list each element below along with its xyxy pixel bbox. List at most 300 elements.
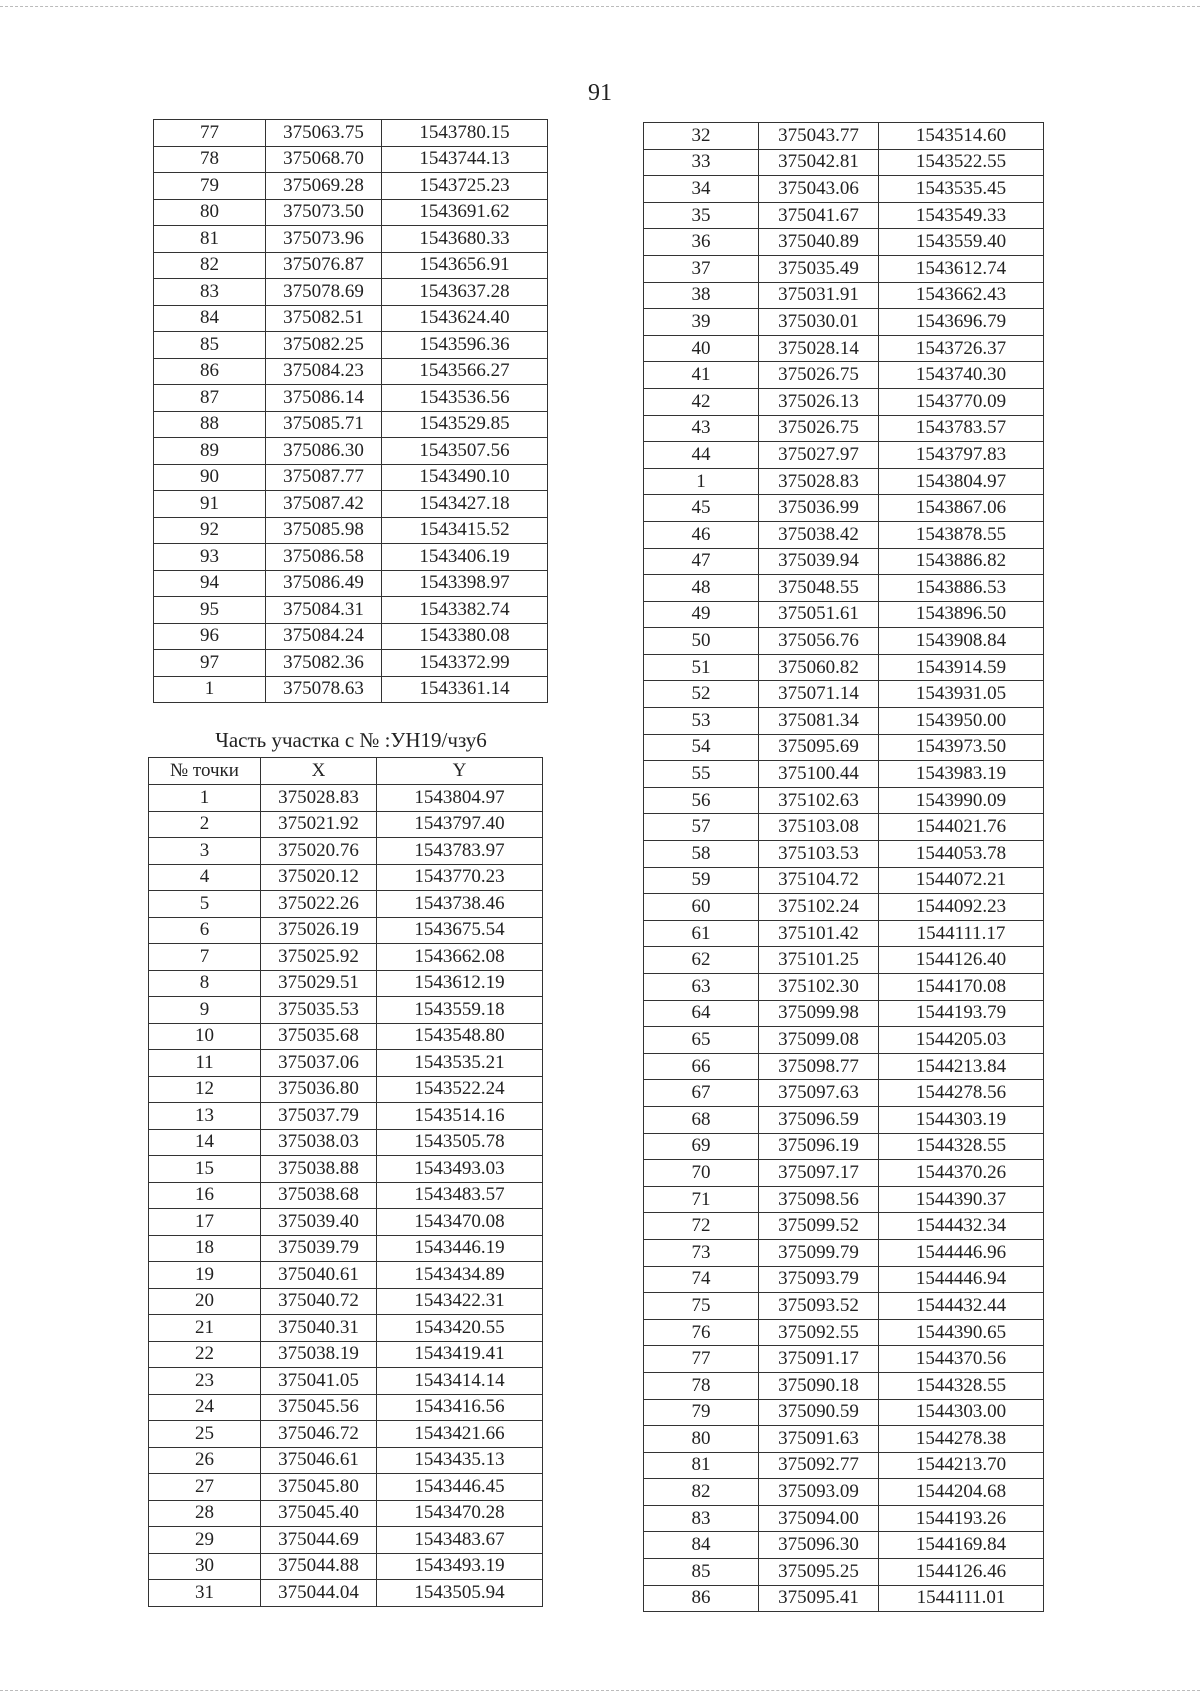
y-coordinate-cell: 1544328.55: [879, 1133, 1044, 1160]
point-number-cell: 91: [154, 491, 266, 518]
x-coordinate-cell: 375044.69: [261, 1527, 377, 1554]
x-coordinate-cell: 375026.75: [759, 415, 879, 442]
table-row: [644, 1585, 1044, 1612]
y-coordinate-cell: 1543559.18: [377, 997, 543, 1024]
point-number-cell: 37: [644, 255, 759, 282]
y-coordinate-cell: 1544072.21: [879, 867, 1044, 894]
x-coordinate-cell: 375084.23: [266, 358, 382, 385]
header-point-number: № точки: [149, 758, 261, 785]
table-row: [644, 654, 1044, 681]
x-coordinate-cell: 375078.69: [266, 279, 382, 306]
x-coordinate-cell: 375090.59: [759, 1399, 879, 1426]
point-number-cell: 15: [149, 1156, 261, 1183]
table-row: [644, 468, 1044, 495]
y-coordinate-cell: 1543990.09: [879, 787, 1044, 814]
y-coordinate-cell: 1543950.00: [879, 708, 1044, 735]
y-coordinate-cell: 1543931.05: [879, 681, 1044, 708]
y-coordinate-cell: 1544390.65: [879, 1319, 1044, 1346]
table-row: [644, 974, 1044, 1001]
point-number-cell: 12: [149, 1076, 261, 1103]
point-number-cell: 5: [149, 891, 261, 918]
y-coordinate-cell: 1544111.01: [879, 1585, 1044, 1612]
x-coordinate-cell: 375096.30: [759, 1532, 879, 1559]
point-number-cell: 55: [644, 761, 759, 788]
table-row: [154, 623, 548, 650]
point-number-cell: 57: [644, 814, 759, 841]
point-number-cell: 48: [644, 575, 759, 602]
table-row: [149, 1103, 543, 1130]
point-number-cell: 93: [154, 544, 266, 571]
table-row: [149, 1527, 543, 1554]
y-coordinate-cell: 1544126.40: [879, 947, 1044, 974]
table-row: [149, 1341, 543, 1368]
x-coordinate-cell: 375096.19: [759, 1133, 879, 1160]
point-number-cell: 17: [149, 1209, 261, 1236]
point-number-cell: 46: [644, 521, 759, 548]
y-coordinate-cell: 1543656.91: [382, 252, 548, 279]
point-number-cell: 54: [644, 734, 759, 761]
table-row: [149, 1474, 543, 1501]
point-number-cell: 84: [644, 1532, 759, 1559]
point-number-cell: 76: [644, 1319, 759, 1346]
table-row: [644, 708, 1044, 735]
x-coordinate-cell: 375099.52: [759, 1213, 879, 1240]
point-number-cell: 11: [149, 1050, 261, 1077]
point-number-cell: 81: [644, 1452, 759, 1479]
y-coordinate-cell: 1544446.94: [879, 1266, 1044, 1293]
table-row: [149, 1580, 543, 1607]
y-coordinate-cell: 1544111.17: [879, 920, 1044, 947]
table-row: [154, 358, 548, 385]
table-row: [149, 997, 543, 1024]
point-number-cell: 85: [154, 332, 266, 359]
x-coordinate-cell: 375086.14: [266, 385, 382, 412]
point-number-cell: 95: [154, 597, 266, 624]
y-coordinate-cell: 1543878.55: [879, 521, 1044, 548]
x-coordinate-cell: 375097.17: [759, 1160, 879, 1187]
y-coordinate-cell: 1543596.36: [382, 332, 548, 359]
x-coordinate-cell: 375039.94: [759, 548, 879, 575]
y-coordinate-cell: 1543738.46: [377, 891, 543, 918]
x-coordinate-cell: 375103.08: [759, 814, 879, 841]
y-coordinate-cell: 1544303.19: [879, 1106, 1044, 1133]
table-row: [149, 1235, 543, 1262]
table-row: [149, 1262, 543, 1289]
table-row: [149, 1288, 543, 1315]
point-number-cell: 16: [149, 1182, 261, 1209]
point-number-cell: 81: [154, 226, 266, 253]
x-coordinate-cell: 375060.82: [759, 654, 879, 681]
point-number-cell: 26: [149, 1447, 261, 1474]
y-coordinate-cell: 1543624.40: [382, 305, 548, 332]
x-coordinate-cell: 375035.53: [261, 997, 377, 1024]
point-number-cell: 86: [644, 1585, 759, 1612]
y-coordinate-cell: 1543896.50: [879, 601, 1044, 628]
y-coordinate-cell: 1543566.27: [382, 358, 548, 385]
page-number: 91: [588, 80, 612, 106]
point-number-cell: 2: [149, 811, 261, 838]
x-coordinate-cell: 375041.05: [261, 1368, 377, 1395]
table-row: [644, 814, 1044, 841]
scan-artifact-bottom: [0, 1690, 1200, 1691]
table-row: [149, 1076, 543, 1103]
point-number-cell: 77: [154, 120, 266, 147]
table-row: [154, 438, 548, 465]
point-number-cell: 10: [149, 1023, 261, 1050]
table-row: [644, 1213, 1044, 1240]
table-row: [644, 1080, 1044, 1107]
point-number-cell: 87: [154, 385, 266, 412]
point-number-cell: 70: [644, 1160, 759, 1187]
table-row: [644, 415, 1044, 442]
table-row: [644, 548, 1044, 575]
point-number-cell: 92: [154, 517, 266, 544]
x-coordinate-cell: 375040.61: [261, 1262, 377, 1289]
table-row: [154, 226, 548, 253]
x-coordinate-cell: 375038.03: [261, 1129, 377, 1156]
point-number-cell: 66: [644, 1053, 759, 1080]
point-number-cell: 27: [149, 1474, 261, 1501]
point-number-cell: 80: [644, 1426, 759, 1453]
table-row: [644, 1505, 1044, 1532]
y-coordinate-cell: 1543726.37: [879, 335, 1044, 362]
table-row: [149, 944, 543, 971]
x-coordinate-cell: 375102.30: [759, 974, 879, 1001]
table-row: [644, 1106, 1044, 1133]
point-number-cell: 47: [644, 548, 759, 575]
y-coordinate-cell: 1544193.26: [879, 1505, 1044, 1532]
table-row: [644, 947, 1044, 974]
table-row: [644, 894, 1044, 921]
y-coordinate-cell: 1543662.43: [879, 282, 1044, 309]
point-number-cell: 82: [154, 252, 266, 279]
table-row: [149, 891, 543, 918]
x-coordinate-cell: 375037.79: [261, 1103, 377, 1130]
x-coordinate-cell: 375063.75: [266, 120, 382, 147]
point-number-cell: 78: [644, 1372, 759, 1399]
x-coordinate-cell: 375092.77: [759, 1452, 879, 1479]
table-row: [644, 601, 1044, 628]
y-coordinate-cell: 1543490.10: [382, 464, 548, 491]
table-row: [644, 1426, 1044, 1453]
y-coordinate-cell: 1543398.97: [382, 570, 548, 597]
table-row: [154, 676, 548, 703]
x-coordinate-cell: 375102.24: [759, 894, 879, 921]
point-number-cell: 1: [149, 785, 261, 812]
x-coordinate-cell: 375035.49: [759, 255, 879, 282]
x-coordinate-cell: 375022.26: [261, 891, 377, 918]
y-coordinate-cell: 1543783.57: [879, 415, 1044, 442]
point-number-cell: 24: [149, 1394, 261, 1421]
y-coordinate-cell: 1543493.03: [377, 1156, 543, 1183]
point-number-cell: 6: [149, 917, 261, 944]
point-number-cell: 51: [644, 654, 759, 681]
y-coordinate-cell: 1543740.30: [879, 362, 1044, 389]
y-coordinate-cell: 1543522.55: [879, 149, 1044, 176]
y-coordinate-cell: 1544278.38: [879, 1426, 1044, 1453]
x-coordinate-cell: 375038.88: [261, 1156, 377, 1183]
point-number-cell: 4: [149, 864, 261, 891]
x-coordinate-cell: 375045.80: [261, 1474, 377, 1501]
table-row: [644, 575, 1044, 602]
x-coordinate-cell: 375086.58: [266, 544, 382, 571]
point-number-cell: 43: [644, 415, 759, 442]
table-row: [154, 305, 548, 332]
table-row: [149, 1553, 543, 1580]
table-row: [644, 1133, 1044, 1160]
x-coordinate-cell: 375028.83: [759, 468, 879, 495]
x-coordinate-cell: 375038.42: [759, 521, 879, 548]
y-coordinate-cell: 1544170.08: [879, 974, 1044, 1001]
table-row: [154, 120, 548, 147]
x-coordinate-cell: 375076.87: [266, 252, 382, 279]
y-coordinate-cell: 1543535.21: [377, 1050, 543, 1077]
point-number-cell: 80: [154, 199, 266, 226]
table-row: [149, 1023, 543, 1050]
table-row: [154, 146, 548, 173]
table-header-row: [149, 758, 543, 785]
x-coordinate-cell: 375043.06: [759, 176, 879, 203]
table-row: [154, 597, 548, 624]
point-number-cell: 61: [644, 920, 759, 947]
table-row: [149, 1156, 543, 1183]
x-coordinate-cell: 375086.49: [266, 570, 382, 597]
y-coordinate-cell: 1543406.19: [382, 544, 548, 571]
x-coordinate-cell: 375044.88: [261, 1553, 377, 1580]
table-row: [644, 202, 1044, 229]
y-coordinate-cell: 1543470.08: [377, 1209, 543, 1236]
point-number-cell: 73: [644, 1239, 759, 1266]
x-coordinate-cell: 375021.92: [261, 811, 377, 838]
point-number-cell: 77: [644, 1346, 759, 1373]
x-coordinate-cell: 375103.53: [759, 841, 879, 868]
table-row: [644, 1372, 1044, 1399]
y-coordinate-cell: 1543470.28: [377, 1500, 543, 1527]
x-coordinate-cell: 375098.77: [759, 1053, 879, 1080]
y-coordinate-cell: 1543662.08: [377, 944, 543, 971]
y-coordinate-cell: 1543680.33: [382, 226, 548, 253]
point-number-cell: 8: [149, 970, 261, 997]
table-row: [644, 442, 1044, 469]
x-coordinate-cell: 375100.44: [759, 761, 879, 788]
table-row: [644, 1346, 1044, 1373]
y-coordinate-cell: 1544126.46: [879, 1559, 1044, 1586]
x-coordinate-cell: 375030.01: [759, 309, 879, 336]
point-number-cell: 35: [644, 202, 759, 229]
point-number-cell: 65: [644, 1027, 759, 1054]
y-coordinate-cell: 1543507.56: [382, 438, 548, 465]
x-coordinate-cell: 375029.51: [261, 970, 377, 997]
coordinates-table-right: [643, 122, 1044, 1612]
y-coordinate-cell: 1543691.62: [382, 199, 548, 226]
table-row: [149, 1050, 543, 1077]
point-number-cell: 40: [644, 335, 759, 362]
table-row: [154, 491, 548, 518]
table-row: [644, 1479, 1044, 1506]
table-row: [644, 255, 1044, 282]
table-row: [149, 811, 543, 838]
point-number-cell: 31: [149, 1580, 261, 1607]
x-coordinate-cell: 375082.25: [266, 332, 382, 359]
y-coordinate-cell: 1543797.83: [879, 442, 1044, 469]
y-coordinate-cell: 1543505.78: [377, 1129, 543, 1156]
x-coordinate-cell: 375095.25: [759, 1559, 879, 1586]
table-row: [149, 864, 543, 891]
y-coordinate-cell: 1543780.15: [382, 120, 548, 147]
y-coordinate-cell: 1543549.33: [879, 202, 1044, 229]
point-number-cell: 34: [644, 176, 759, 203]
x-coordinate-cell: 375090.18: [759, 1372, 879, 1399]
point-number-cell: 38: [644, 282, 759, 309]
point-number-cell: 36: [644, 229, 759, 256]
y-coordinate-cell: 1544204.68: [879, 1479, 1044, 1506]
x-coordinate-cell: 375101.25: [759, 947, 879, 974]
x-coordinate-cell: 375102.63: [759, 787, 879, 814]
x-coordinate-cell: 375087.77: [266, 464, 382, 491]
table-row: [644, 628, 1044, 655]
y-coordinate-cell: 1543914.59: [879, 654, 1044, 681]
x-coordinate-cell: 375035.68: [261, 1023, 377, 1050]
x-coordinate-cell: 375095.41: [759, 1585, 879, 1612]
point-number-cell: 21: [149, 1315, 261, 1342]
x-coordinate-cell: 375093.52: [759, 1293, 879, 1320]
table-row: [149, 1182, 543, 1209]
point-number-cell: 1: [644, 468, 759, 495]
point-number-cell: 96: [154, 623, 266, 650]
table-row: [154, 544, 548, 571]
x-coordinate-cell: 375043.77: [759, 123, 879, 150]
point-number-cell: 94: [154, 570, 266, 597]
section-title: Часть участка с № :УН19/чзу6: [215, 728, 487, 752]
point-number-cell: 84: [154, 305, 266, 332]
table-row: [644, 388, 1044, 415]
table-row: [644, 1293, 1044, 1320]
table-row: [154, 173, 548, 200]
x-coordinate-cell: 375096.59: [759, 1106, 879, 1133]
table-row: [149, 1447, 543, 1474]
table-row: [644, 1027, 1044, 1054]
table-row: [154, 279, 548, 306]
y-coordinate-cell: 1543675.54: [377, 917, 543, 944]
x-coordinate-cell: 375069.28: [266, 173, 382, 200]
point-number-cell: 25: [149, 1421, 261, 1448]
y-coordinate-cell: 1544092.23: [879, 894, 1044, 921]
x-coordinate-cell: 375040.31: [261, 1315, 377, 1342]
x-coordinate-cell: 375036.99: [759, 495, 879, 522]
y-coordinate-cell: 1543548.80: [377, 1023, 543, 1050]
x-coordinate-cell: 375026.75: [759, 362, 879, 389]
table-row: [644, 761, 1044, 788]
y-coordinate-cell: 1543536.56: [382, 385, 548, 412]
y-coordinate-cell: 1544053.78: [879, 841, 1044, 868]
x-coordinate-cell: 375037.06: [261, 1050, 377, 1077]
y-coordinate-cell: 1543420.55: [377, 1315, 543, 1342]
point-number-cell: 83: [644, 1505, 759, 1532]
x-coordinate-cell: 375099.98: [759, 1000, 879, 1027]
x-coordinate-cell: 375045.40: [261, 1500, 377, 1527]
x-coordinate-cell: 375091.63: [759, 1426, 879, 1453]
table-row: [644, 1399, 1044, 1426]
table-row: [644, 521, 1044, 548]
table-row: [644, 1452, 1044, 1479]
y-coordinate-cell: 1544432.34: [879, 1213, 1044, 1240]
y-coordinate-cell: 1543505.94: [377, 1580, 543, 1607]
x-coordinate-cell: 375046.61: [261, 1447, 377, 1474]
x-coordinate-cell: 375031.91: [759, 282, 879, 309]
table-row: [149, 917, 543, 944]
y-coordinate-cell: 1543535.45: [879, 176, 1044, 203]
point-number-cell: 64: [644, 1000, 759, 1027]
y-coordinate-cell: 1543514.60: [879, 123, 1044, 150]
y-coordinate-cell: 1543361.14: [382, 676, 548, 703]
y-coordinate-cell: 1543770.23: [377, 864, 543, 891]
table-row: [644, 841, 1044, 868]
table-row: [644, 1319, 1044, 1346]
point-number-cell: 19: [149, 1262, 261, 1289]
y-coordinate-cell: 1543419.41: [377, 1341, 543, 1368]
x-coordinate-cell: 375026.19: [261, 917, 377, 944]
table-row: [644, 1000, 1044, 1027]
point-number-cell: 45: [644, 495, 759, 522]
y-coordinate-cell: 1543804.97: [879, 468, 1044, 495]
table-row: [644, 681, 1044, 708]
point-number-cell: 7: [149, 944, 261, 971]
table-row: [644, 282, 1044, 309]
point-number-cell: 32: [644, 123, 759, 150]
y-coordinate-cell: 1543725.23: [382, 173, 548, 200]
table-row: [644, 1532, 1044, 1559]
x-coordinate-cell: 375093.79: [759, 1266, 879, 1293]
y-coordinate-cell: 1543529.85: [382, 411, 548, 438]
x-coordinate-cell: 375085.71: [266, 411, 382, 438]
x-coordinate-cell: 375071.14: [759, 681, 879, 708]
table-row: [644, 362, 1044, 389]
y-coordinate-cell: 1544390.37: [879, 1186, 1044, 1213]
point-number-cell: 78: [154, 146, 266, 173]
point-number-cell: 63: [644, 974, 759, 1001]
table-row: [149, 1209, 543, 1236]
table-row: [644, 1186, 1044, 1213]
table-row: [644, 920, 1044, 947]
table-row: [644, 1239, 1044, 1266]
table-row: [154, 199, 548, 226]
x-coordinate-cell: 375101.42: [759, 920, 879, 947]
point-number-cell: 14: [149, 1129, 261, 1156]
x-coordinate-cell: 375104.72: [759, 867, 879, 894]
y-coordinate-cell: 1543612.19: [377, 970, 543, 997]
x-coordinate-cell: 375085.98: [266, 517, 382, 544]
x-coordinate-cell: 375051.61: [759, 601, 879, 628]
point-number-cell: 42: [644, 388, 759, 415]
table-row: [149, 970, 543, 997]
point-number-cell: 30: [149, 1553, 261, 1580]
scan-artifact-top: [0, 6, 1200, 7]
y-coordinate-cell: 1543446.45: [377, 1474, 543, 1501]
header-x: X: [261, 758, 377, 785]
table-row: [644, 867, 1044, 894]
table-row: [644, 495, 1044, 522]
x-coordinate-cell: 375093.09: [759, 1479, 879, 1506]
y-coordinate-cell: 1543637.28: [382, 279, 548, 306]
x-coordinate-cell: 375097.63: [759, 1080, 879, 1107]
coordinates-table-bottom-left: [148, 757, 543, 1607]
point-number-cell: 20: [149, 1288, 261, 1315]
point-number-cell: 85: [644, 1559, 759, 1586]
point-number-cell: 13: [149, 1103, 261, 1130]
x-coordinate-cell: 375078.63: [266, 676, 382, 703]
y-coordinate-cell: 1543416.56: [377, 1394, 543, 1421]
point-number-cell: 49: [644, 601, 759, 628]
